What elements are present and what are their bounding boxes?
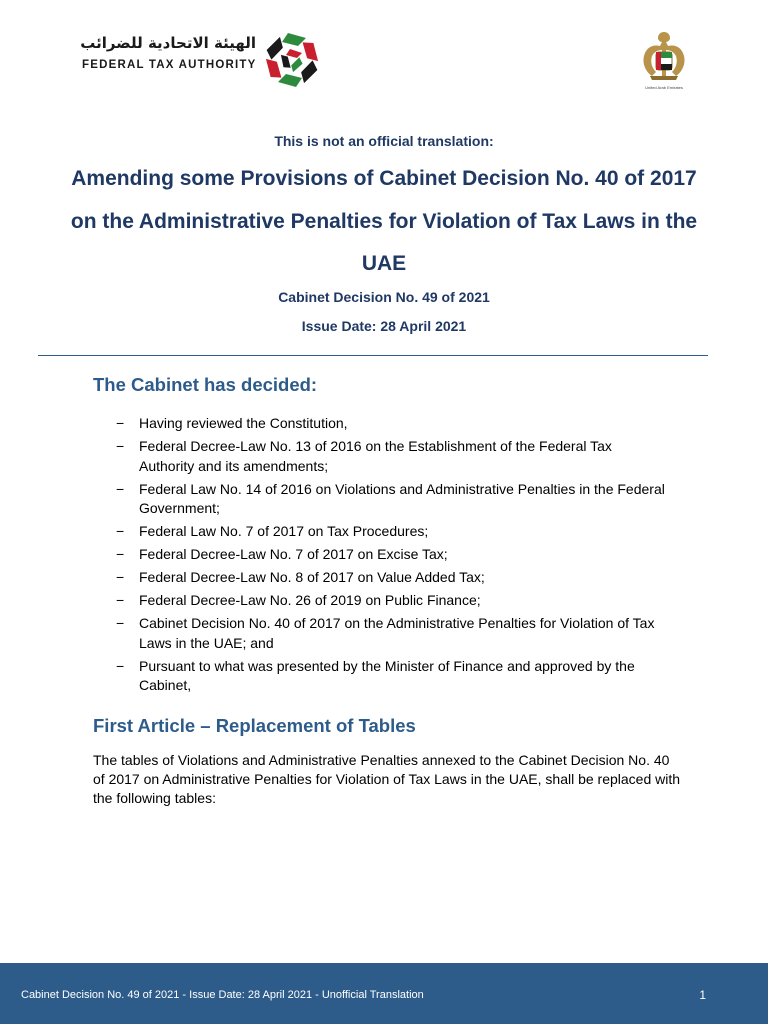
list-item-text: Cabinet Decision No. 40 of 2017 on the Administrative Penalties for Violation of Tax Laws in the UAE; and xyxy=(139,615,655,651)
page-header xyxy=(0,0,768,110)
list-item-text: Federal Law No. 7 of 2017 on Tax Procedures; xyxy=(139,523,429,539)
disclaimer: This is not an official translation: xyxy=(274,133,494,149)
document-title: Amending some Provisions of Cabinet Decision No. 40 of 2017 on the Administrative Penalties for Violation of Tax Laws in the UAE xyxy=(70,167,698,275)
list-item xyxy=(0,414,669,434)
list-item xyxy=(0,545,669,565)
list-item-text: Federal Decree-Law No. 7 of 2017 on Excise Tax; xyxy=(139,546,448,562)
list-item xyxy=(0,614,669,653)
list-bullet: − xyxy=(116,415,125,431)
list-bullet: − xyxy=(116,523,125,539)
list-item xyxy=(0,591,669,611)
uae-caption: United Arab Emirates xyxy=(645,85,683,90)
eagle-emblem-icon xyxy=(636,28,692,84)
issue-date: Issue Date: 28 April 2021 xyxy=(301,318,467,334)
list-bullet: − xyxy=(116,438,125,454)
list-bullet: − xyxy=(116,615,125,631)
first-article-body: The tables of Violations and Administrative Penalties annexed to the Cabinet Decision No. 40 of 2017 on Administrative Penalties for Violation of Tax Laws in the UAE, shall be replaced with the following tables: xyxy=(93,752,681,806)
divider xyxy=(38,355,708,356)
cabinet-decided-heading: The Cabinet has decided: xyxy=(93,374,318,395)
list-bullet: − xyxy=(116,569,125,585)
list-bullet: − xyxy=(116,657,125,674)
list-item xyxy=(0,568,669,588)
fta-arabic-name: الهيئة الاتحادية للضرائب xyxy=(80,34,256,52)
list-item-text: Federal Decree-Law No. 13 of 2016 on the Establishment of the Federal Tax Authority and its amendments; xyxy=(139,438,612,474)
uae-emblem xyxy=(636,28,692,94)
fta-emblem-icon xyxy=(262,30,322,90)
preamble-list xyxy=(0,414,768,699)
list-bullet: − xyxy=(116,592,125,608)
fta-english-name: FEDERAL TAX AUTHORITY xyxy=(82,59,257,71)
list-item xyxy=(0,437,669,476)
page-number: 1 xyxy=(699,988,706,1002)
fta-logo xyxy=(82,30,322,90)
decision-number: Cabinet Decision No. 49 of 2021 xyxy=(278,289,490,305)
footer-text: Cabinet Decision No. 49 of 2021 - Issue Date: 28 April 2021 - Unofficial Translation xyxy=(21,989,424,1001)
list-bullet: − xyxy=(116,546,125,562)
list-item-text: Having reviewed the Constitution, xyxy=(139,415,348,431)
list-item-text: Federal Decree-Law No. 8 of 2017 on Value Added Tax; xyxy=(139,569,485,585)
page-footer xyxy=(0,963,768,1024)
list-item-text: Federal Law No. 14 of 2016 on Violations and Administrative Penalties in the Federal Government; xyxy=(139,480,665,516)
list-item-text: Pursuant to what was presented by the Minister of Finance and approved by the Cabinet, xyxy=(139,657,635,693)
list-item xyxy=(0,480,669,519)
list-item-text: Federal Decree-Law No. 26 of 2019 on Public Finance; xyxy=(139,592,481,608)
first-article-heading: First Article – Replacement of Tables xyxy=(93,715,416,736)
list-item xyxy=(0,657,669,696)
list-bullet: − xyxy=(116,480,125,497)
list-item xyxy=(0,522,669,542)
